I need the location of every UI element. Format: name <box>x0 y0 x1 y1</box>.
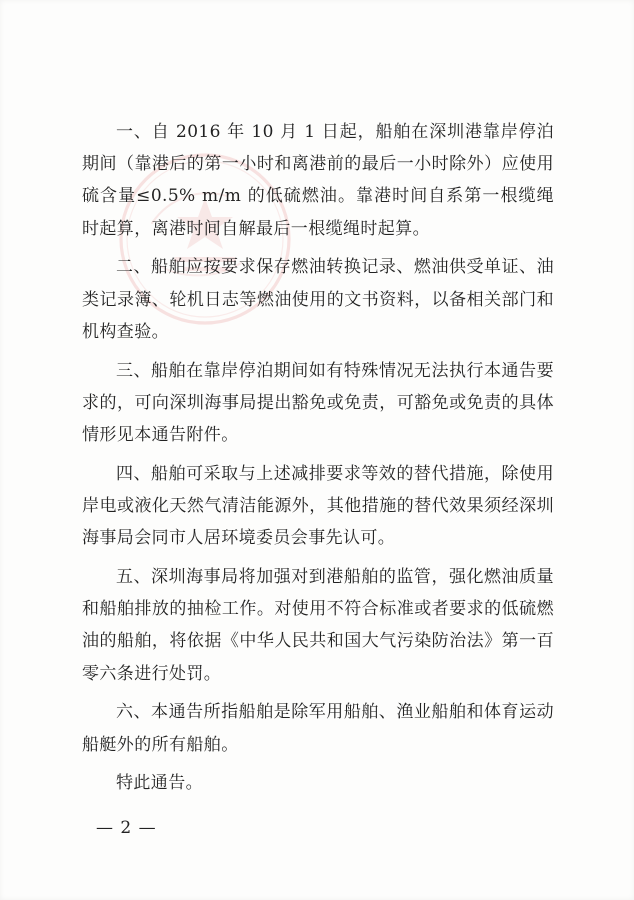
closing-line: 特此通告。 <box>116 773 203 794</box>
paragraph-6: 六、本通告所指船舶是除军用船舶、渔业船舶和体育运动船艇外的所有船舶。 <box>82 702 554 755</box>
paragraph-2: 二、船舶应按要求保存燃油转换记录、燃油供受单证、油类记录簿、轮机日志等燃油使用的文书资料，以备相关部门和机构查验。 <box>82 257 554 342</box>
paragraph-5: 五、深圳海事局将加强对到港船舶的监管，强化燃油质量和船舶排放的抽检工作。对使用不符合标准或者要求的低硫燃油的船舶，将依据《中华人民共和国大气污染防治法》第一百零六条进行处罚。 <box>82 567 554 684</box>
page-number: — 2 — <box>96 818 157 838</box>
paragraph-3: 三、船舶在靠岸停泊期间如有特殊情况无法执行本通告要求的，可向深圳海事局提出豁免或免责，可豁免或免责的具体情形见本通告附件。 <box>82 360 554 446</box>
notice-body <box>82 116 554 806</box>
paragraph-4: 四、船舶可采取与上述减排要求等效的替代措施，除使用岸电或液化天然气清洁能源外，其他措施的替代效果须经深圳海事局会同市人居环境委员会事先认可。 <box>82 463 554 549</box>
paragraph-1: 一、自 2016 年 10 月 1 日起，船舶在深圳港靠岸停泊期间（靠港后的第一小时和离港前的最后一小时除外）应使用硫含量≤0.5% m/m 的低硫燃油。靠港时间自系第一根缆绳时起算，离港时间自解最后一根缆绳时起算。 <box>82 122 554 239</box>
